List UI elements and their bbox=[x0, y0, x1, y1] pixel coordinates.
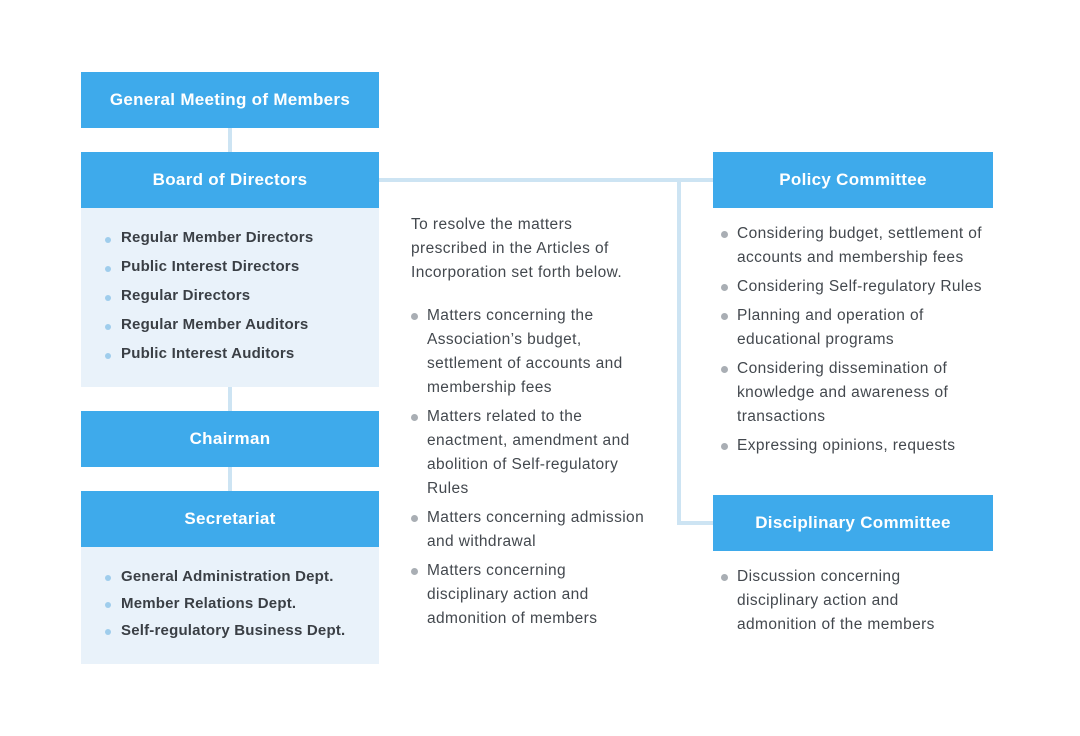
policy-committee-header bbox=[713, 152, 993, 208]
policy-item: Planning and operation of educational programs bbox=[721, 304, 1011, 352]
resolution-intro: To resolve the matters prescribed in the Articles of Incorporation set forth below. bbox=[411, 216, 623, 281]
connector-vertical-committees bbox=[677, 178, 681, 525]
general-meeting-label: General Meeting of Members bbox=[109, 90, 351, 109]
board-of-directors-header bbox=[81, 152, 379, 208]
disciplinary-item: Discussion concerning disciplinary action and admonition of the members bbox=[721, 565, 961, 637]
disciplinary-committee-header bbox=[713, 495, 993, 551]
department-item: Self-regulatory Business Dept. bbox=[81, 618, 379, 645]
policy-item: Considering Self-regulatory Rules bbox=[721, 275, 1011, 299]
resolution-item: Matters concerning disciplinary action and admonition of members bbox=[411, 559, 646, 631]
policy-item: Expressing opinions, requests bbox=[721, 434, 1011, 458]
board-member-item: Public Interest Directors bbox=[81, 254, 379, 283]
policy-committee-items bbox=[721, 222, 1011, 463]
board-member-item: Regular Directors bbox=[81, 283, 379, 312]
board-member-item: Regular Member Directors bbox=[81, 225, 379, 254]
general-meeting-box bbox=[81, 72, 379, 128]
resolution-matters bbox=[411, 213, 646, 636]
resolution-item: Matters related to the enactment, amendment and abolition of Self-regulatory Rules bbox=[411, 405, 646, 501]
connector-meeting-board bbox=[228, 128, 232, 152]
secretariat-header bbox=[81, 491, 379, 547]
board-of-directors-label: Board of Directors bbox=[152, 170, 308, 189]
chairman-box bbox=[81, 411, 379, 467]
disciplinary-committee-items bbox=[721, 565, 961, 642]
department-item: General Administration Dept. bbox=[81, 564, 379, 591]
chairman-label: Chairman bbox=[189, 429, 271, 448]
board-member-item: Public Interest Auditors bbox=[81, 341, 379, 370]
resolution-item: Matters concerning the Association’s budget, settlement of accounts and membership fees bbox=[411, 304, 646, 400]
policy-item: Considering dissemination of knowledge and awareness of transactions bbox=[721, 357, 1011, 429]
disciplinary-committee-label: Disciplinary Committee bbox=[755, 513, 951, 532]
secretariat-departments-panel bbox=[81, 547, 379, 664]
policy-item: Considering budget, settlement of accounts and membership fees bbox=[721, 222, 1011, 270]
connector-disciplinary bbox=[677, 521, 713, 525]
connector-board-chairman bbox=[228, 387, 232, 411]
board-member-item: Regular Member Auditors bbox=[81, 312, 379, 341]
connector-chairman-secretariat bbox=[228, 467, 232, 491]
connector-board-policy bbox=[379, 178, 713, 182]
secretariat-label: Secretariat bbox=[184, 509, 276, 528]
board-members-panel bbox=[81, 208, 379, 387]
policy-committee-label: Policy Committee bbox=[779, 170, 927, 189]
department-item: Member Relations Dept. bbox=[81, 591, 379, 618]
resolution-item: Matters concerning admission and withdrawal bbox=[411, 506, 646, 554]
